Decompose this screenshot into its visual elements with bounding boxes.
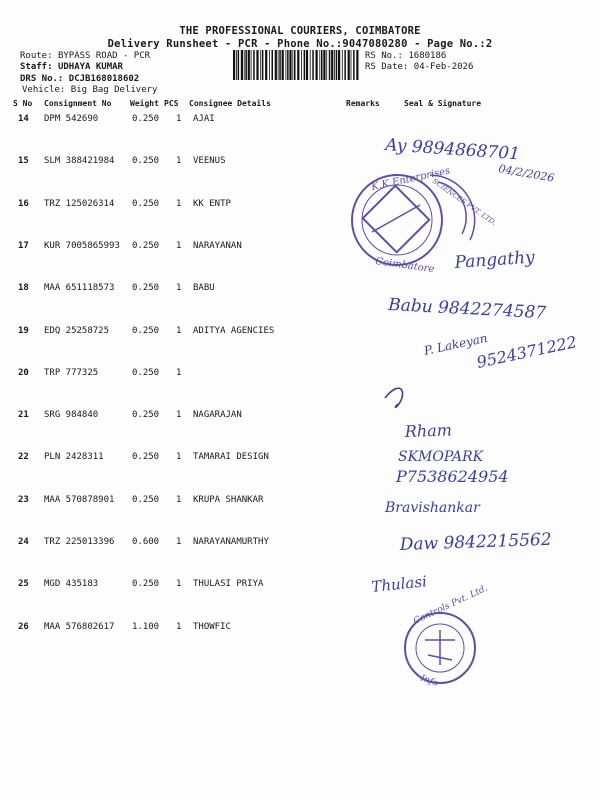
- barcode-bar: [279, 50, 281, 80]
- row-consignee: KK ENTP: [193, 198, 231, 209]
- stamp2-top-text: Controls Pvt. Ltd.: [412, 583, 490, 627]
- stamp1-right-text: SCIENCES PVT. LTD.: [430, 177, 498, 228]
- signature-row-25: Thulasi: [370, 572, 428, 596]
- barcode-bar: [244, 50, 245, 80]
- row-weight: 0.250: [132, 114, 160, 124]
- barcode-bar: [245, 50, 247, 80]
- barcode-bar: [265, 50, 267, 80]
- row-consignee: BABU: [193, 283, 215, 294]
- drs-line: [20, 74, 139, 84]
- row-weight: 0.600: [132, 537, 160, 547]
- barcode-bar: [338, 50, 340, 80]
- col-header-sno: S No: [13, 99, 33, 108]
- signature-row-22-name: SKMOPARK: [398, 449, 484, 465]
- staff-line: [20, 62, 123, 72]
- row-consignee: TAMARAI DESIGN: [193, 452, 269, 463]
- col-header-pcs: PCS: [164, 99, 179, 108]
- row-consignee: VEENUS: [193, 156, 226, 167]
- barcode-bar: [310, 50, 311, 80]
- row-consignee: AJAI: [193, 114, 215, 124]
- signature-row-21: Rham: [404, 420, 453, 441]
- barcode-bar: [306, 50, 308, 80]
- row-pcs: 1: [176, 410, 182, 421]
- barcode-bar: [253, 50, 255, 80]
- row-consignment-no: TRZ 125026314: [44, 198, 115, 209]
- row-consignment-no: SLM 388421984: [44, 156, 115, 167]
- barcode-bar: [326, 50, 327, 80]
- row-consignee: NAGARAJAN: [193, 410, 242, 421]
- barcode: [233, 50, 359, 80]
- row-sno: 14: [18, 114, 29, 124]
- row-weight: 0.250: [132, 198, 160, 209]
- table-row: [0, 241, 600, 283]
- barcode-bar: [342, 50, 343, 80]
- barcode-bar: [323, 50, 325, 80]
- barcode-bar: [262, 50, 264, 80]
- row-consignment-no: EDQ 25258725: [44, 325, 110, 336]
- signature-row-19-name: P. Lakeyan: [422, 330, 489, 358]
- staff-label: Staff:: [20, 62, 53, 72]
- row-sno: 24: [18, 537, 29, 547]
- barcode-bar: [304, 50, 306, 80]
- col-header-seal: Seal & Signature: [404, 99, 482, 108]
- table-row: [0, 537, 600, 579]
- row-pcs: 1: [176, 325, 182, 336]
- drs-value: DCJB168018602: [68, 74, 140, 84]
- signature-row-24: Daw 9842215562: [399, 529, 552, 555]
- row-pcs: 1: [176, 494, 182, 505]
- barcode-bar: [301, 50, 302, 80]
- row-sno: 15: [18, 156, 29, 167]
- table-row: [0, 114, 600, 156]
- row-pcs: 1: [176, 621, 182, 632]
- table-row: [0, 579, 600, 621]
- row-sno: 26: [18, 621, 29, 632]
- table-row: [0, 452, 600, 494]
- barcode-bar: [269, 50, 270, 80]
- row-pcs: 1: [176, 579, 182, 590]
- col-header-remarks: Remarks: [346, 99, 380, 108]
- drs-label: DRS No.:: [20, 74, 64, 84]
- vehicle-label: Vehicle:: [22, 85, 66, 95]
- stamp1-top-text: K.K Enterprises: [370, 165, 452, 193]
- row-pcs: 1: [176, 114, 182, 124]
- barcode-bar: [282, 50, 284, 80]
- row-weight: 0.250: [132, 410, 160, 421]
- route-label: Route:: [20, 51, 53, 61]
- row-pcs: 1: [176, 156, 182, 167]
- barcode-bar: [292, 50, 293, 80]
- signature-row-18: Babu 9842274587: [387, 295, 547, 324]
- barcode-bar: [329, 50, 331, 80]
- vehicle-value: Big Bag Delivery: [70, 85, 158, 95]
- row-pcs: 1: [176, 537, 182, 547]
- signature-row-19-phone: 9524371222: [474, 332, 579, 372]
- staff-value: UDHAYA KUMAR: [57, 62, 123, 72]
- date-row-15: 04/2/2026: [497, 162, 556, 185]
- barcode-bar: [351, 50, 352, 80]
- row-sno: 16: [18, 198, 29, 209]
- barcode-bar: [251, 50, 252, 80]
- row-pcs: 1: [176, 452, 182, 463]
- stamp2-bottom-text: Info: [418, 673, 440, 690]
- row-consignment-no: DPM 542690: [44, 114, 99, 124]
- barcode-bar: [287, 50, 289, 80]
- row-consignment-no: TRP 777325: [44, 367, 99, 378]
- row-pcs: 1: [176, 283, 182, 294]
- row-sno: 25: [18, 579, 29, 590]
- row-sno: 23: [18, 494, 29, 505]
- row-weight: 0.250: [132, 283, 160, 294]
- barcode-bar: [275, 50, 277, 80]
- table-row: [0, 410, 600, 452]
- row-weight: 0.250: [132, 367, 160, 378]
- barcode-bar: [256, 50, 258, 80]
- row-weight: 1.100: [132, 621, 160, 632]
- rs-no-value: 1680186: [408, 51, 447, 61]
- col-header-consignee: Consignee Details: [189, 99, 271, 108]
- row-weight: 0.250: [132, 325, 160, 336]
- row-pcs: 1: [176, 240, 182, 251]
- row-weight: 0.250: [132, 579, 160, 590]
- col-header-consignment: Consignment No: [44, 99, 112, 108]
- row-weight: 0.250: [132, 240, 160, 251]
- row-sno: 20: [18, 367, 29, 378]
- rs-date-line: [365, 62, 473, 72]
- row-consignee: NARAYANAMURTHY: [193, 537, 269, 547]
- company-name: THE PROFESSIONAL COURIERS, COIMBATORE: [179, 25, 421, 37]
- table-row: [0, 495, 600, 537]
- table-row: [0, 199, 600, 241]
- rs-no-line: [365, 51, 446, 61]
- vehicle-line: [22, 85, 157, 95]
- row-sno: 17: [18, 240, 29, 251]
- barcode-bar: [356, 50, 358, 80]
- row-sno: 22: [18, 452, 29, 463]
- rs-date-value: 04-Feb-2026: [413, 62, 474, 72]
- row-sno: 19: [18, 325, 29, 336]
- stamp1-bottom-text: Coimbatore: [374, 256, 435, 276]
- barcode-bar: [319, 50, 320, 80]
- barcode-bar: [286, 50, 287, 80]
- route-value: BYPASS ROAD - PCR: [57, 51, 151, 61]
- barcode-bar: [289, 50, 291, 80]
- signature-row-14: Ay 9894868701: [384, 135, 521, 165]
- signature-row-17: Pangathy: [453, 247, 536, 273]
- barcode-bar: [236, 50, 237, 80]
- barcode-bar: [336, 50, 338, 80]
- signature-row-23: Bravishankar: [385, 500, 480, 516]
- row-weight: 0.250: [132, 494, 160, 505]
- barcode-bar: [321, 50, 323, 80]
- barcode-bar: [260, 50, 261, 80]
- row-pcs: 1: [176, 198, 182, 209]
- row-sno: 18: [18, 283, 29, 294]
- barcode-bar: [233, 50, 235, 80]
- barcode-bar: [297, 50, 299, 80]
- row-consignee: KRUPA SHANKAR: [193, 494, 264, 505]
- table-row: [0, 368, 600, 410]
- barcode-bar: [344, 50, 346, 80]
- barcode-bar: [334, 50, 335, 80]
- barcode-bar: [331, 50, 333, 80]
- table-row: [0, 622, 600, 664]
- table-row: [0, 326, 600, 368]
- row-consignment-no: SRG 984840: [44, 410, 99, 421]
- rs-date-label: RS Date:: [365, 62, 409, 72]
- table-row: [0, 283, 600, 325]
- barcode-bar: [348, 50, 350, 80]
- row-sno: 21: [18, 410, 29, 421]
- barcode-bar: [294, 50, 296, 80]
- runsheet-subtitle: Delivery Runsheet - PCR - Phone No.:9047080280 - Page No.:2: [107, 38, 493, 50]
- barcode-bar: [241, 50, 243, 80]
- row-consignment-no: KUR 7005865993: [44, 240, 120, 251]
- row-consignee: THOWFIC: [193, 621, 231, 632]
- row-consignment-no: MAA 570878901: [44, 494, 115, 505]
- row-consignment-no: TRZ 225013396: [44, 537, 115, 547]
- row-pcs: 1: [176, 367, 182, 378]
- row-consignee: NARAYANAN: [193, 240, 242, 251]
- barcode-bar: [238, 50, 240, 80]
- barcode-bar: [272, 50, 274, 80]
- row-consignment-no: MAA 651118573: [44, 283, 115, 294]
- signature-row-22-phone: P7538624954: [396, 467, 509, 486]
- barcode-bar: [278, 50, 279, 80]
- row-consignee: THULASI PRIYA: [193, 579, 264, 590]
- row-consignment-no: PLN 2428311: [44, 452, 104, 463]
- row-weight: 0.250: [132, 452, 160, 463]
- barcode-bar: [316, 50, 318, 80]
- row-consignment-no: MGD 435183: [44, 579, 99, 590]
- rs-no-label: RS No.:: [365, 51, 403, 61]
- barcode-bar: [353, 50, 355, 80]
- barcode-bar: [312, 50, 314, 80]
- barcode-bar: [248, 50, 250, 80]
- row-weight: 0.250: [132, 156, 160, 167]
- route-line: [20, 51, 150, 61]
- row-consignment-no: MAA 576802617: [44, 621, 115, 632]
- col-header-weight: Weight: [130, 99, 159, 108]
- row-consignee: ADITYA AGENCIES: [193, 325, 275, 336]
- table-row: [0, 156, 600, 198]
